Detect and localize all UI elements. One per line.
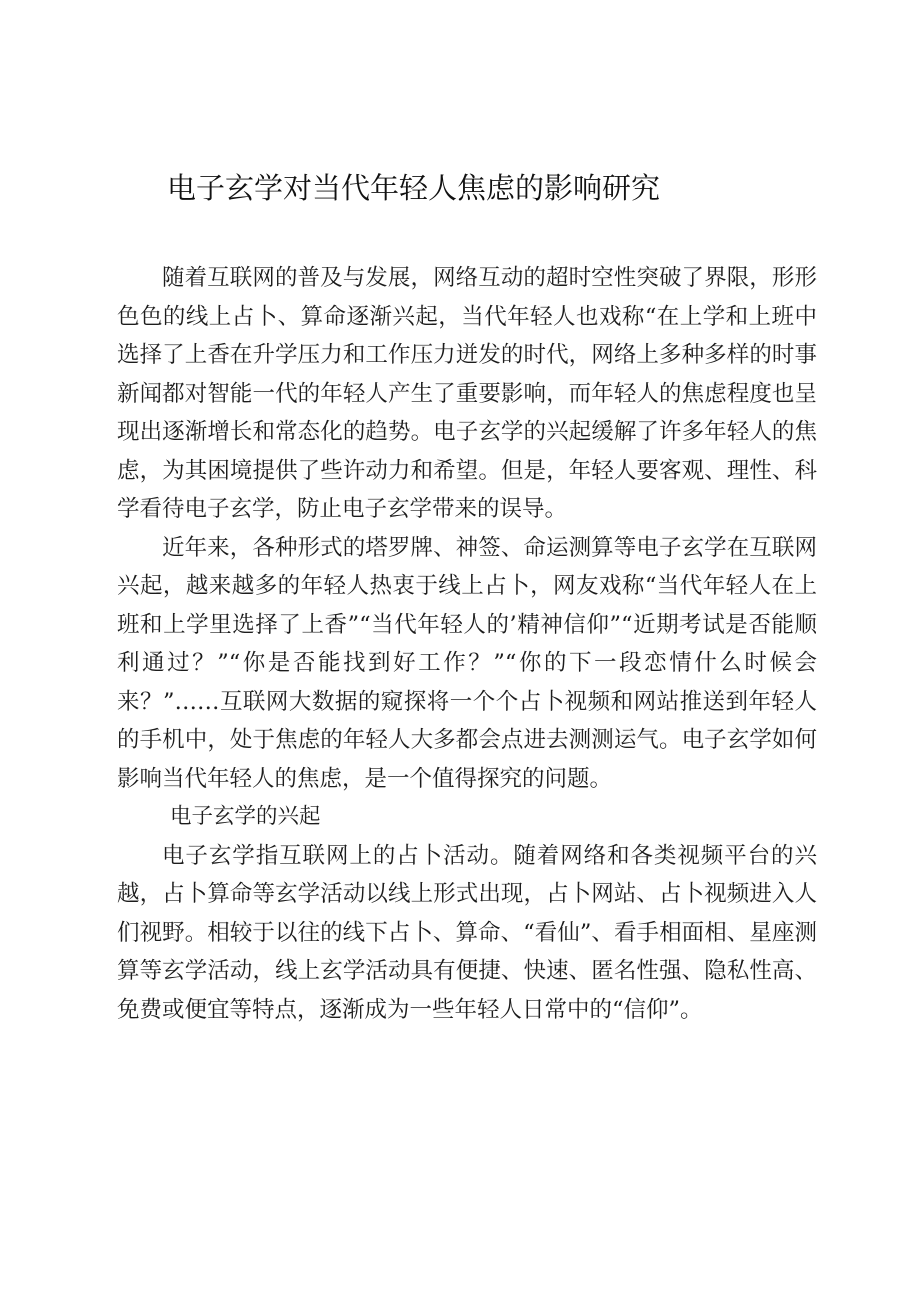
document-body bbox=[117, 259, 817, 1029]
document-title: 电子玄学对当代年轻人焦虑的影响研究 bbox=[167, 171, 661, 205]
section-paragraph: 电子玄学指互联网上的占卜活动。随着网络和各类视频平台的兴越，占卜算命等玄学活动以线上形式出现，占卜网站、占卜视频进入人们视野。相较于以往的线下占卜、算命、“看仙”、看手相面相、星座测算等玄学活动，线上玄学活动具有便捷、快速、匿名性强、隐私性高、免费或便宜等特点，逐渐成为一些年轻人日常中的“信仰”。 bbox=[117, 842, 817, 1023]
intro-paragraph: 随着互联网的普及与发展，网络互动的超时空性突破了界限，形形色色的线上占卜、算命逐渐兴起，当代年轻人也戏称“在上学和上班中选择了上香在升学压力和工作压力迸发的时代，网络上多种多样的时事新闻都对智能一代的年轻人产生了重要影响，而年轻人的焦虑程度也呈现出逐渐增长和常态化的趋势。电子玄学的兴起缓解了许多年轻人的焦虑，为其困境提供了些许动力和希望。但是，年轻人要客观、理性、科学看待电子玄学，防止电子玄学带来的误导。 bbox=[117, 265, 817, 522]
background-paragraph: 近年来，各种形式的塔罗牌、神签、命运测算等电子玄学在互联网兴起，越来越多的年轻人热衷于线上占卜，网友戏称“当代年轻人在上班和上学里选择了上香”“当代年轻人的’精神信仰”“近期考试是否能顺利通过？”“你是否能找到好工作？”“你的下一段恋情什么时候会来？”……互联网大数据的窥探将一个个占卜视频和网站推送到年轻人的手机中，处于焦虑的年轻人大多都会点进去测测运气。电子玄学如何影响当代年轻人的焦虑，是一个值得探究的问题。 bbox=[117, 534, 817, 792]
section-heading: 电子玄学的兴起 bbox=[170, 804, 321, 829]
